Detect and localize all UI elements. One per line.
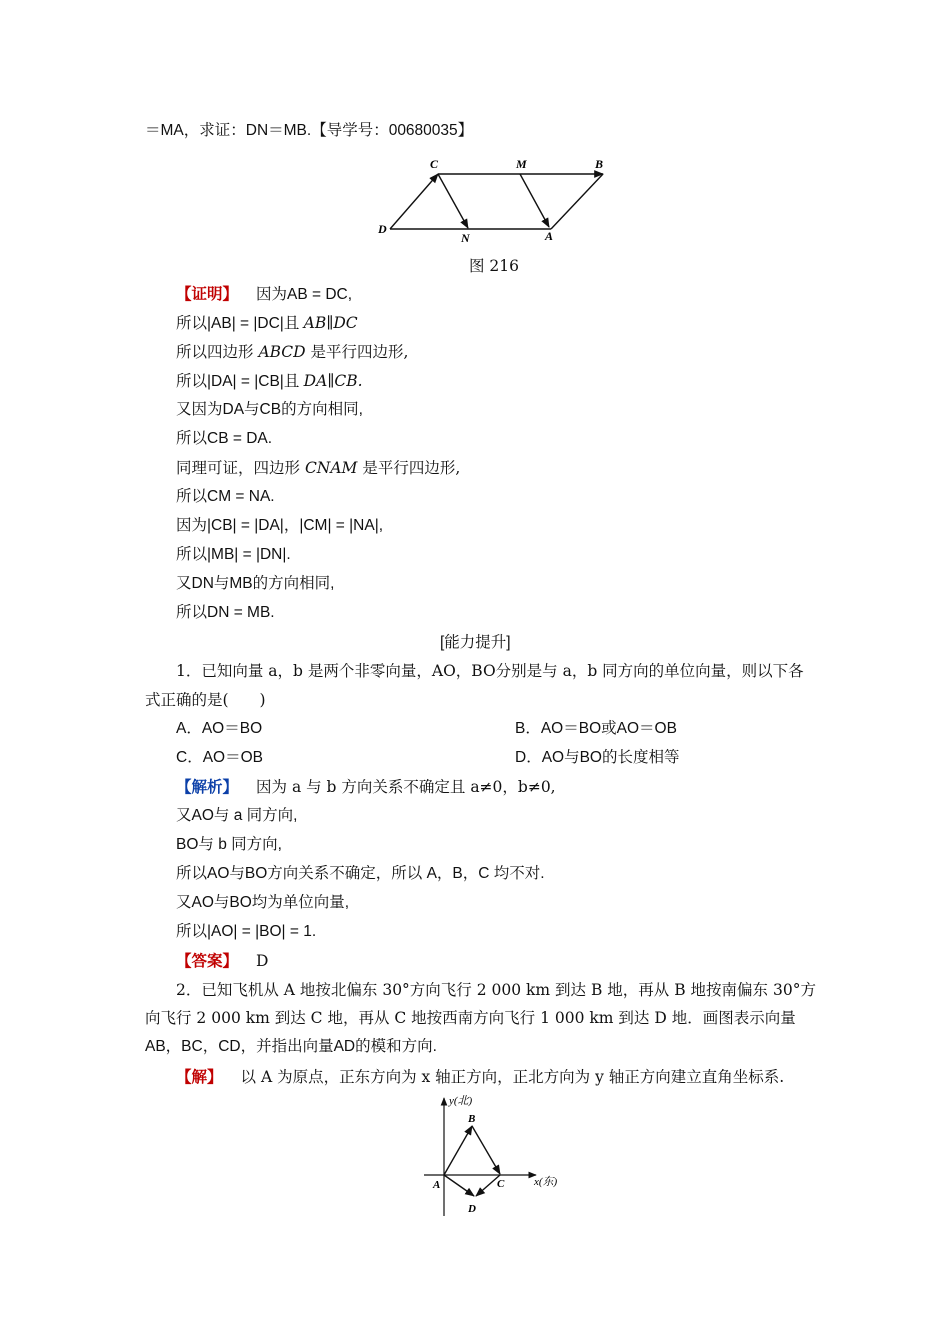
q1-analysis-line-4: 又AO与BO均为单位向量,	[176, 894, 350, 911]
q1-analysis-line-1: 又AO与 a 同方向,	[176, 807, 298, 824]
q2-line-3: AB，BC，CD，并指出向量AD的模和方向.	[145, 1038, 437, 1055]
q1-option-a: A．AO＝BO	[176, 720, 263, 737]
proof-text-0: 因为AB = DC,	[256, 286, 353, 303]
x-axis-label: x(东)	[534, 1176, 558, 1188]
vector-cn	[438, 174, 468, 228]
q2-solution-line-0	[176, 1066, 784, 1088]
vector-ab	[444, 1126, 472, 1175]
section-heading: [能力提升]	[440, 634, 511, 651]
q1-line-2: 式正确的是( )	[145, 691, 266, 709]
proof-text-3a: 所以|DA| = |CB|且	[176, 373, 304, 390]
proof-text-1b: AB∥DC	[303, 314, 358, 332]
q1-line-1: 1．已知向量 a，b 是两个非零向量，AO，BO分别是与 a，b 同方向的单位向量，则以下各	[176, 662, 804, 680]
proof-line-8: 因为|CB| = |DA|，|CM| = |NA|,	[176, 517, 384, 534]
q1-option-b: B．AO＝BO或AO＝OB	[515, 720, 677, 737]
label-m: M	[516, 157, 527, 171]
proof-line-11: 所以DN = MB.	[176, 604, 275, 621]
proof-line-1	[176, 312, 358, 335]
proof-line-2	[176, 341, 408, 363]
proof-line-9: 所以|MB| = |DN|.	[176, 546, 291, 563]
vector-bc	[472, 1126, 500, 1174]
point-b-label: B	[468, 1113, 476, 1125]
q1-answer: D	[256, 952, 269, 970]
segment-ab	[551, 174, 603, 229]
q1-analysis-line-0	[176, 776, 556, 798]
proof-text-2b: ABCD	[258, 343, 306, 361]
proof-line-7: 所以CM = NA.	[176, 488, 275, 505]
figure-caption: 图 216	[469, 257, 520, 275]
label-b: B	[595, 157, 604, 171]
proof-text-6a: 同理可证，四边形	[176, 459, 305, 477]
label-c: C	[430, 157, 439, 171]
q1-analysis-text-0: 因为 a 与 b 方向关系不确定且 a≠0，b≠0,	[256, 778, 556, 796]
figure-coordinate-system	[420, 1092, 570, 1220]
vector-ad	[444, 1175, 474, 1196]
q1-option-c: C．AO＝OB	[176, 749, 263, 766]
y-axis-label: y(北)	[449, 1095, 473, 1107]
proof-line-4: 又因为DA与CB的方向相同,	[176, 401, 363, 418]
q2-solution-text-0: 以 A 为原点，正东方向为 x 轴正方向，正北方向为 y 轴正方向建立直角坐标系.	[240, 1068, 785, 1086]
proof-text-6b: CNAM	[304, 459, 358, 477]
point-c-label: C	[497, 1178, 505, 1190]
proof-line-5: 所以CB = DA.	[176, 430, 273, 447]
q1-analysis-line-3: 所以AO与BO方向关系不确定，所以 A，B，C 均不对.	[176, 865, 545, 882]
label-n: N	[461, 231, 470, 245]
answer-tag: 【答案】	[176, 951, 239, 970]
analysis-tag: 【解析】	[176, 777, 239, 796]
proof-line-3	[176, 370, 363, 393]
q1-analysis-line-2: BO与 b 同方向,	[176, 836, 282, 853]
q1-analysis-line-5: 所以|AO| = |BO| = 1.	[176, 923, 317, 940]
proof-line-6	[176, 457, 460, 479]
q2-line-2: 向飞行 2 000 km 到达 C 地，再从 C 地按西南方向飞行 1 000 km 到达 D 地．画图表示向量	[145, 1009, 796, 1027]
top-line: ＝MA，求证：DN＝MB.【导学号：00680035】	[145, 122, 474, 139]
proof-line-0	[176, 283, 352, 306]
q1-answer-line	[176, 950, 268, 972]
label-d: D	[378, 222, 387, 236]
proof-text-2c: 是平行四边形,	[305, 343, 409, 361]
q1-option-d: D．AO与BO的长度相等	[515, 749, 680, 766]
proof-text-2a: 所以四边形	[176, 343, 259, 361]
proof-text-1a: 所以|AB| = |DC|且	[176, 315, 304, 332]
segment-dc	[390, 174, 438, 229]
proof-line-10: 又DN与MB的方向相同,	[176, 575, 335, 592]
point-d-label: D	[468, 1203, 476, 1215]
proof-text-6c: 是平行四边形,	[357, 459, 461, 477]
q2-line-1: 2．已知飞机从 A 地按北偏东 30°方向飞行 2 000 km 到达 B 地，再从 B 地按南偏东 30°方	[176, 981, 816, 999]
label-a: A	[545, 229, 554, 243]
vector-ma	[520, 174, 549, 227]
proof-text-3b: DA∥CB.	[303, 372, 363, 390]
proof-tag: 【证明】	[176, 284, 239, 303]
solution-tag: 【解】	[176, 1067, 223, 1086]
figure-parallelogram	[375, 152, 615, 247]
point-a-label: A	[433, 1179, 441, 1191]
